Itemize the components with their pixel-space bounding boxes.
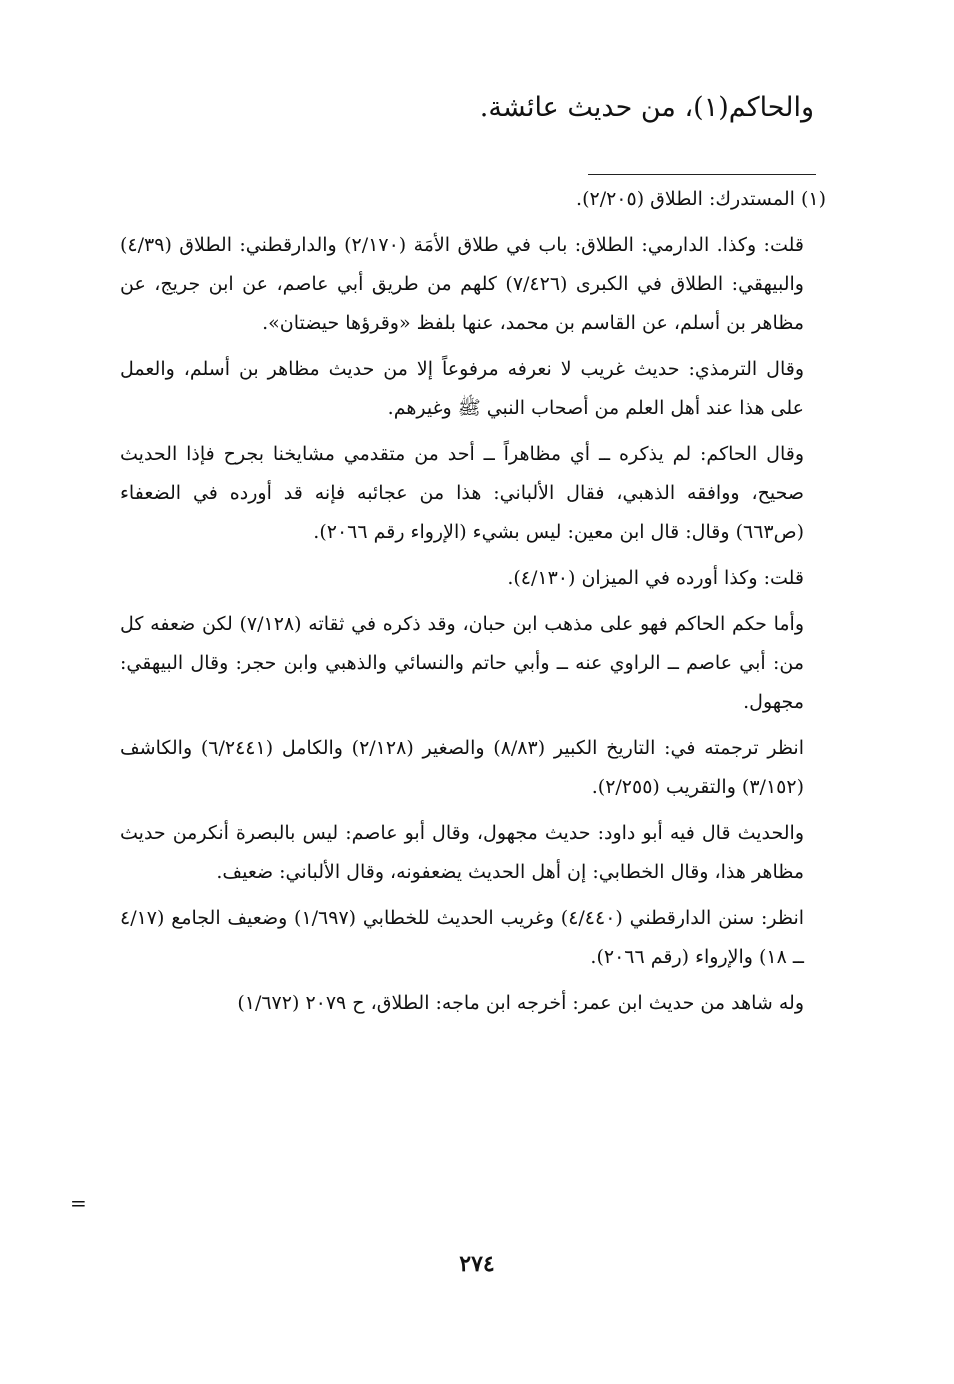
footnote-paragraph-last: وله شاهد من حديث ابن عمر: أخرجه ابن ماجه: الطلاق، ح ٢٠٧٩ (١/٦٧٢) xyxy=(237,992,804,1014)
page-number: ٢٧٤ xyxy=(459,1251,495,1277)
footnote-1-heading: (١) المستدرك: الطلاق (٢/٢٠٥). xyxy=(576,188,826,210)
footnotes-block xyxy=(120,180,826,1030)
footnote-separator-rule xyxy=(588,174,816,175)
footnote-paragraph: قلت: وكذا أورده في الميزان (٤/١٣٠). xyxy=(507,567,804,589)
footnote-paragraph: وقال الترمذي: حديث غريب لا نعرفه مرفوعاً إلا من حديث مظاهر بن أسلم، والعمل على هذا عند أهل العلم من أصحاب النبي ﷺ وغيرهم. xyxy=(120,358,804,419)
footnote-paragraph: انظر ترجمته في: التاريخ الكبير (٨/٨٣) والصغير (٢/١٢٨) والكامل (٦/٢٤٤١) والكاشف (٣/١٥٢) والتقريب (٢/٢٥٥). xyxy=(120,737,804,798)
continuation-mark: = xyxy=(70,1191,87,1215)
footnote-paragraph: انظر: سنن الدارقطني (٤/٤٤٠) وغريب الحديث للخطابي (١/٦٩٧) وضعيف الجامع (٤/١٧ ــ ١٨) والإرواء (رقم ٢٠٦٦). xyxy=(120,907,805,968)
main-text-line: والحاكم(١)، من حديث عائشة. xyxy=(479,92,814,123)
footnote-paragraph: وأما حكم الحاكم فهو على مذهب ابن حبان، وقد ذكره في ثقاته (٧/١٢٨) لكن ضعفه كل من: أبي عاصم ــ الراوي عنه ــ وأبي حاتم والنسائي والذهبي وابن حجر: وقال البيهقي: مجهول. xyxy=(120,613,805,713)
footnote-paragraph: وقال الحاكم: لم يذكره ــ أي مظاهراً ــ أحد من متقدمي مشايخنا بجرح فإذا الحديث صحيح، ووافقه الذهبي، فقال الألباني: هذا من عجائبه فإنه قد أورده في الضعفاء (ص٦٦٣) وقال: قال ابن معين: ليس بشيء (الإرواء رقم ٢٠٦٦). xyxy=(120,443,804,543)
footnote-paragraph: قلت: وكذا. الدارمي: الطلاق: باب في طلاق الأمَة (٢/١٧٠) والدارقطني: الطلاق (٤/٣٩) والبيهقي: الطلاق في الكبرى (٧/٤٢٦) كلهم من طريق أبي عاصم، عن ابن جريج، عن مظاهر بن أسلم، عن القاسم بن محمد، عنها بلفظ «وقرؤها حيضتان». xyxy=(120,234,804,334)
footnote-paragraph: والحديث قال فيه أبو داود: حديث مجهول، وقال أبو عاصم: ليس بالبصرة أنكرمن حديث مظاهر هذا، وقال الخطابي: إن أهل الحديث يضعفونه، وقال الألباني: ضعيف. xyxy=(120,822,804,883)
